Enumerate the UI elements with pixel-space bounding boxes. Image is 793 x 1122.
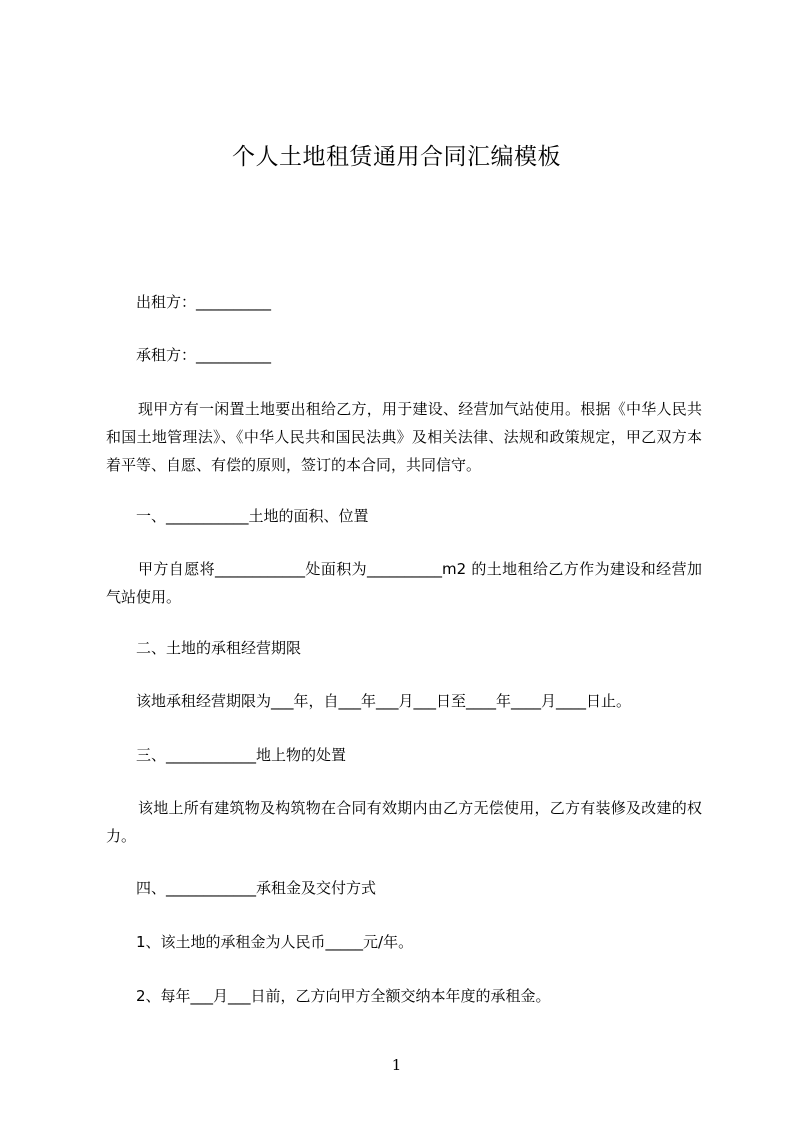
lessee-line: 承租方：__________ xyxy=(136,346,272,364)
section1-body: 甲方自愿将____________处面积为__________m2 的土地租给乙方作为建设和经营加气站使用。 xyxy=(106,560,702,606)
section1-heading: 一、___________土地的面积、位置 xyxy=(136,507,369,525)
section3-heading: 三、____________地上物的处置 xyxy=(136,746,347,764)
section3-body: 该地上所有建筑物及构筑物在合同有效期内由乙方无偿使用，乙方有装修及改建的权力。 xyxy=(106,799,702,845)
section2-heading: 二、土地的承租经营期限 xyxy=(136,639,302,657)
document-title: 个人土地租赁通用合同汇编模板 xyxy=(232,144,561,170)
section4-heading: 四、____________承租金及交付方式 xyxy=(136,879,377,897)
section2-body: 该地承租经营期限为___年，自___年___月___日至____年____月____日止。 xyxy=(136,692,632,710)
preamble-paragraph: 现甲方有一闲置土地要出租给乙方，用于建设、经营加气站使用。根据《中华人民共和国土地管理法》、《中华人民共和国民法典》及相关法律、法规和政策规定，甲乙双方本着平等、自愿、有偿的原则，签订的本合同，共同信守。 xyxy=(106,400,702,474)
page-number: 1 xyxy=(391,1056,402,1074)
section4-item-1: 1、该土地的承租金为人民币_____元/年。 xyxy=(136,933,414,951)
section4-item-2: 2、每年___月___日前，乙方向甲方全额交纳本年度的承租金。 xyxy=(136,987,551,1005)
lessor-line: 出租方：__________ xyxy=(136,293,272,311)
